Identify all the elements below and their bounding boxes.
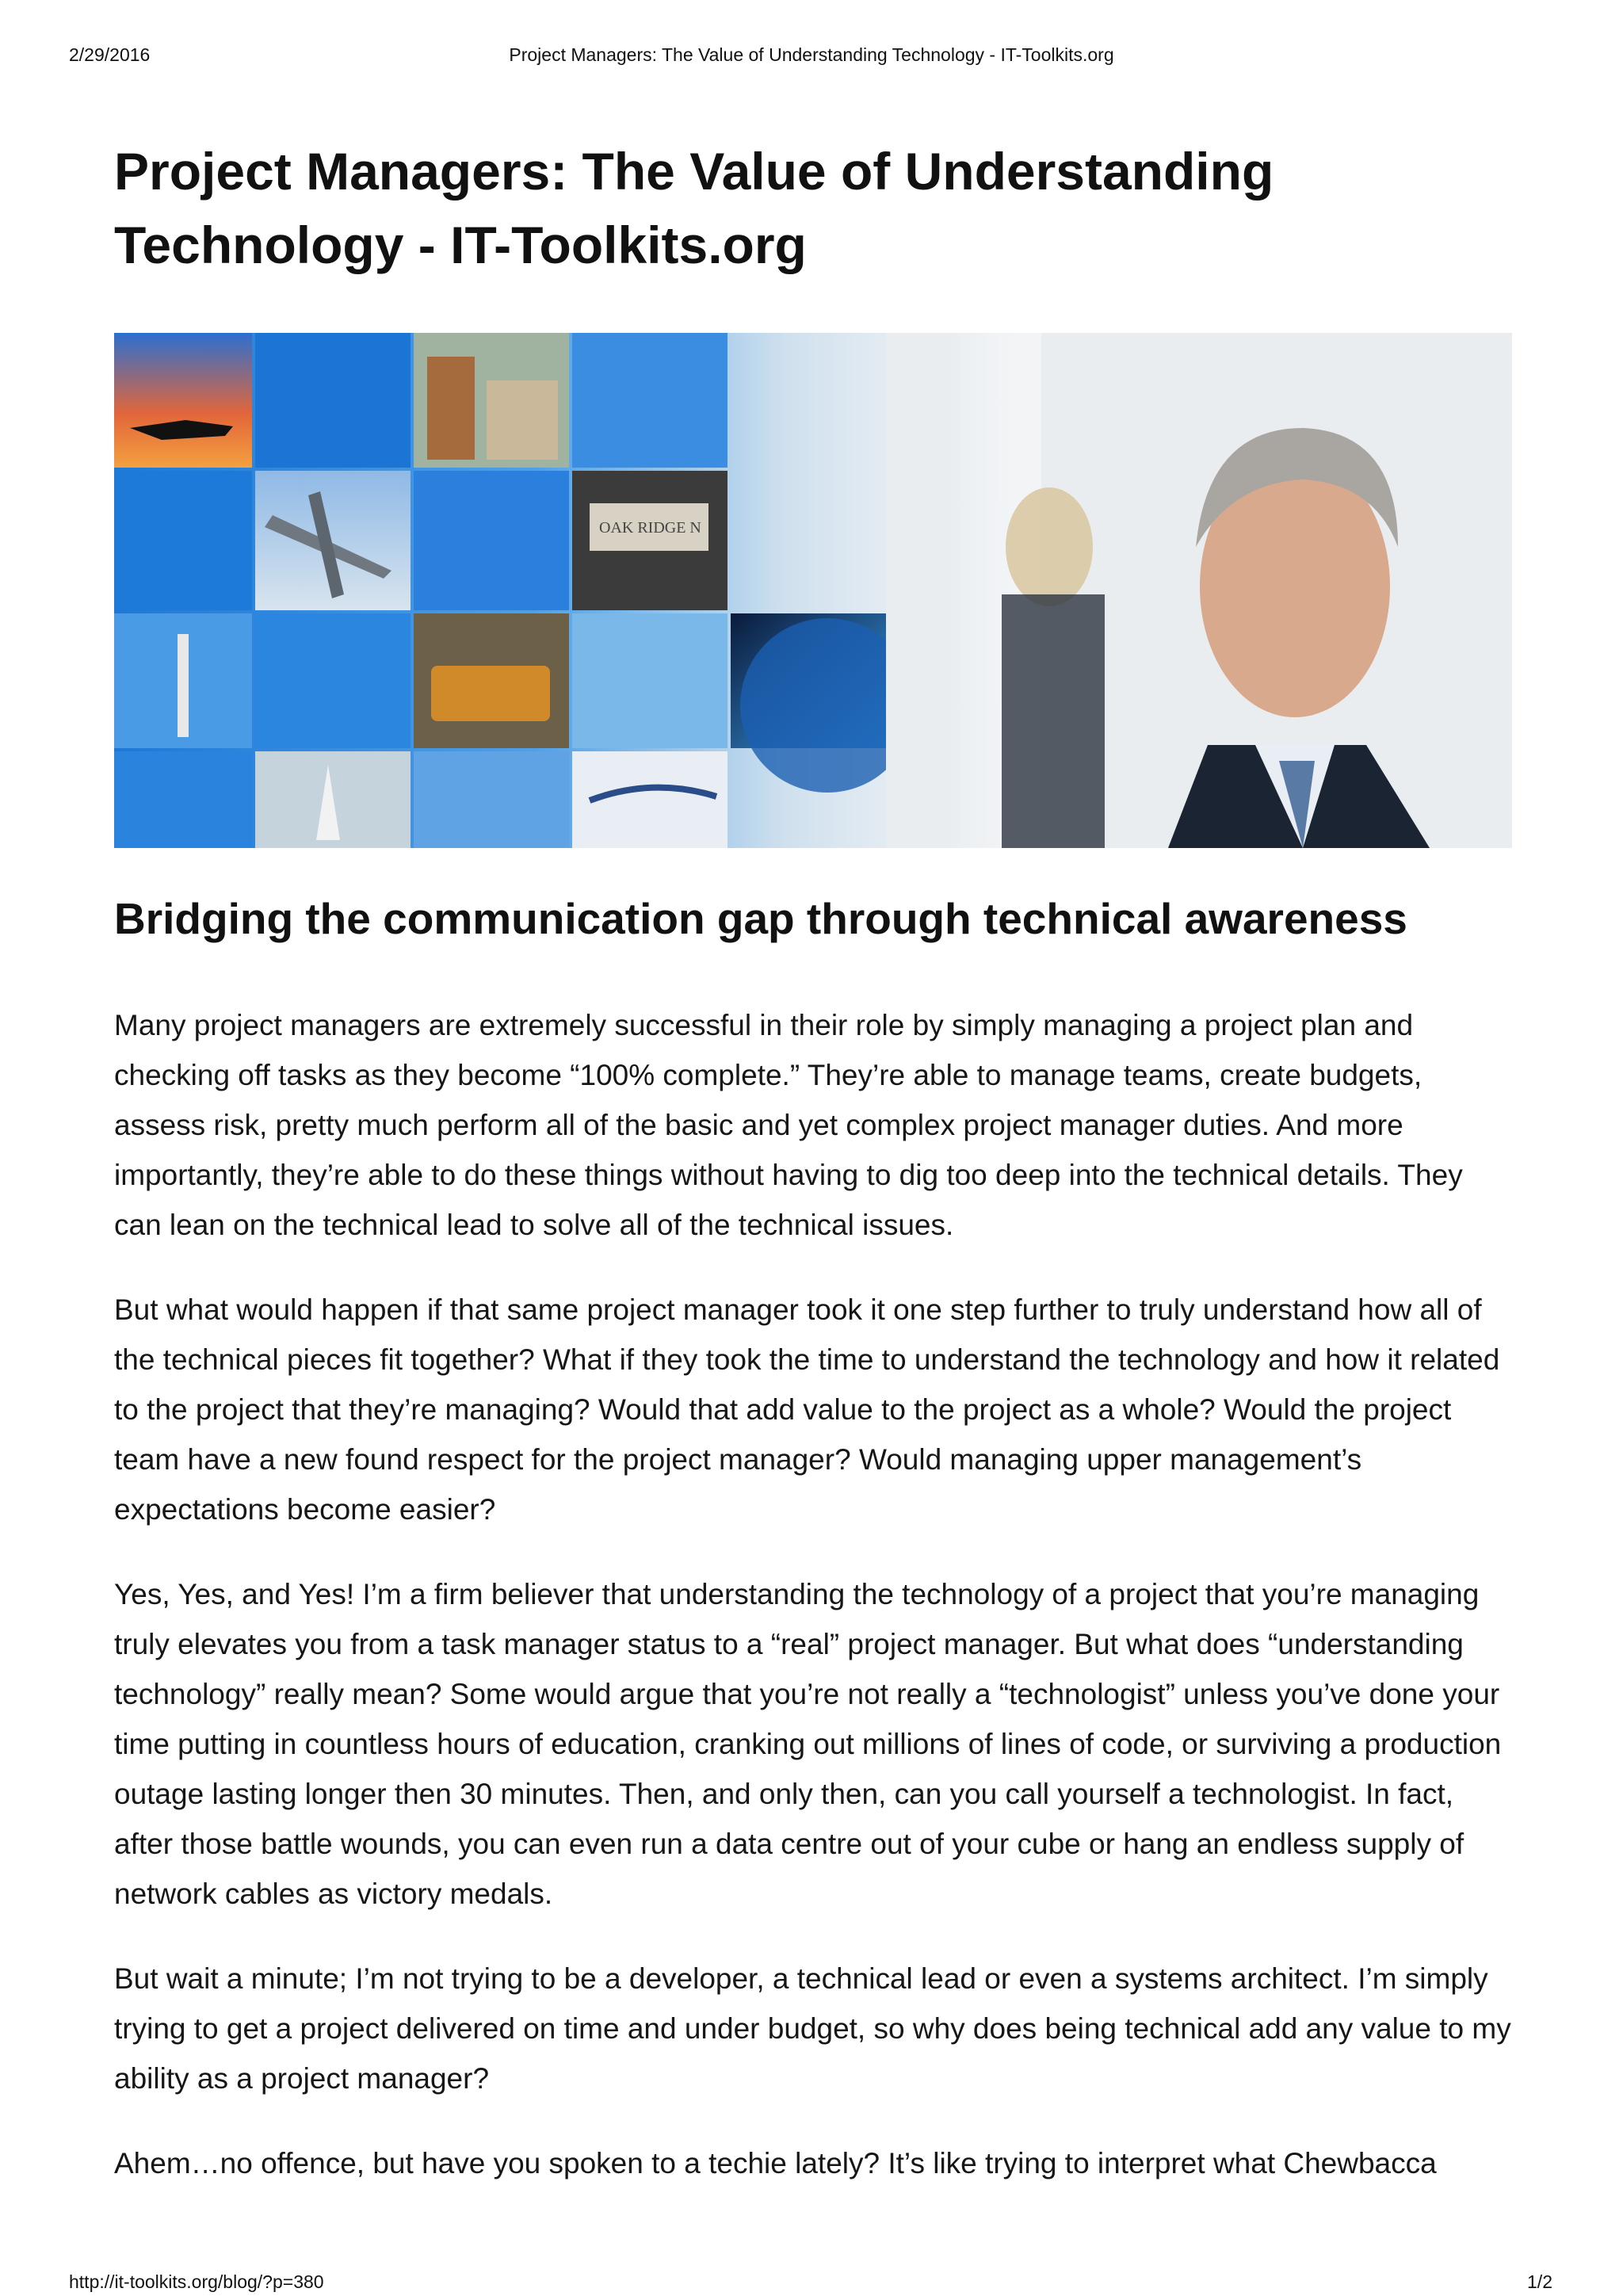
paragraph: But wait a minute; I’m not trying to be a developer, a technical lead or even a systems architect. I’m simply trying to get a project delivered on time and under budget, so why does being technical add any value to my ability as a project manager? [114, 1962, 1511, 2095]
helicopter-tile [114, 333, 252, 468]
print-page-title: Project Managers: The Value of Understanding Technology - IT-Toolkits.org [509, 44, 1114, 65]
paragraph: Ahem…no offence, but have you spoken to a techie lately? It’s like trying to interpret what Chewbacca [114, 2147, 1437, 2179]
print-url: http://it-toolkits.org/blog/?p=380 [69, 2271, 324, 2292]
paragraph: Many project managers are extremely successful in their role by simply managing a project plan and checking off tasks as they become “100% complete.” They’re able to manage teams, create budgets, assess risk, pretty much perform all of the basic and yet complex project manager duties. And more importantly, they’re able to do these things without having to dig too deep into the technical details. They can lean on the technical lead to solve all of the technical issues. [114, 1009, 1463, 1241]
hero-collage-graphic [114, 333, 1512, 848]
article-subheading: Bridging the communication gap through technical awareness [114, 894, 1407, 943]
paragraph: Yes, Yes, and Yes! I’m a firm believer that understanding the technology of a project that you’re managing truly elevates you from a task manager status to a “real” project manager. But what does “understanding technology” really mean? Some would argue that you’re not really a “technologist” unless you’ve done your time putting in countless hours of education, cranking out millions of lines of code, or surviving a production outage lasting longer then 30 minutes. Then, and only then, can you call yourself a technologist. In fact, after those battle wounds, you can even run a data centre out of your cube or hang an endless supply of network cables as victory medals. [114, 1578, 1502, 1910]
hero-image [114, 333, 1512, 848]
print-date: 2/29/2016 [69, 44, 151, 65]
print-page-number: 1/2 [1527, 2271, 1552, 2292]
background-woman [1006, 487, 1093, 606]
sign-text: OAK RIDGE N [599, 519, 701, 537]
article-title: Project Managers: The Value of Understanding Technology - IT-Toolkits.org [114, 142, 1274, 274]
article [114, 135, 1512, 2179]
paragraph: But what would happen if that same project manager took it one step further to truly understand how all of the technical pieces fit together? What if they took the time to understand the technology and how it related to the project that they’re managing? Would that add value to the project as a whole? Would the project team have a new found respect for the project manager? Would managing upper management’s expectations become easier? [114, 1293, 1500, 1526]
article-body [114, 1000, 1512, 2223]
